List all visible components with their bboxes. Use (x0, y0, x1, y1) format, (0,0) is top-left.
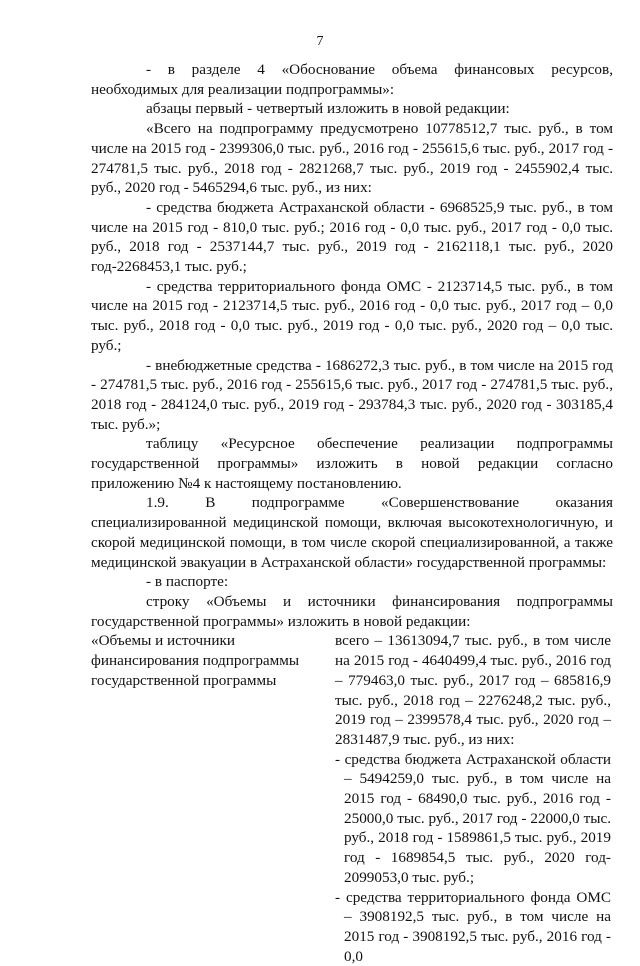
paragraph-section-4: - в разделе 4 «Обоснование объема финансовых ресурсов, необходимых для реализации подпрограммы»: (91, 61, 613, 98)
paragraph-1-9: 1.9. В подпрограмме «Совершенствование оказания специализированной медицинской помощи, включая высокотехнологичную, и скорой медицинской помощи, в том числе скорой специализированной, а также медицинской эвакуации в Астраханской области» государственной программы: (91, 494, 613, 571)
document-body (91, 60, 613, 966)
table-left-cell (91, 631, 326, 966)
table-right-cell (335, 631, 611, 966)
paragraph-oms: - средства территориального фонда ОМС - 2123714,5 тыс. руб., в том числе на 2015 год - 2123714,5 тыс. руб., 2016 год - 0,0 тыс. руб., 2017 год – 0,0 тыс. руб., 2018 год - 0,0 тыс. руб., 2019 год - 0,0 тыс. руб., 2020 год – 0,0 тыс. руб.; (91, 277, 613, 354)
paragraph-row: строку «Объемы и источники финансирования подпрограммы государственной программы» изложить в новой редакции: (91, 592, 613, 630)
paragraph-table: таблицу «Ресурсное обеспечение реализации подпрограммы государственной программы» изложить в новой редакции согласно приложению №4 к настоящему постановлению. (91, 435, 613, 492)
paragraph-passport: - в паспорте: (146, 573, 229, 591)
passport-row-table (91, 631, 613, 966)
table-right-total: всего – 13613094,7 тыс. руб., в том числе на 2015 год - 4640499,4 тыс. руб., 2016 год – 779463,0 тыс. руб., 2017 год – 685816,9 тыс. руб., 2018 год – 2276248,2 тыс. руб., 2019 год – 2399578,4 тыс. руб., 2020 год – 2831487,9 тыс. руб., из них: (335, 632, 611, 748)
paragraph-total: «Всего на подпрограмму предусмотрено 10778512,7 тыс. руб., в том числе на 2015 год - 2399306,0 тыс. руб., 2016 год - 255615,6 тыс. руб., 2017 год - 274781,5 тыс. руб., 2018 год - 2821268,7 тыс. руб., 2019 год - 2455902,4 тыс. руб., 2020 год - 5465294,6 тыс. руб., из них: (91, 120, 613, 197)
table-left-text: «Объемы и источники финансирования подпрограммы государственной программы (91, 632, 300, 689)
page-number: 7 (316, 34, 324, 49)
table-right-budget: - средства бюджета Астраханской области – 5494259,0 тыс. руб., в том числе на 2015 год - 68490,0 тыс. руб., 2016 год - 25000,0 тыс. руб., 2017 год - 22000,0 тыс. руб., 2018 год - 1589861,5 тыс. руб., 2019 год - 1689854,5 тыс. руб., 2020 год- 2099053,0 тыс. руб.; (335, 750, 611, 886)
paragraph-abzacy: абзацы первый - четвертый изложить в новой редакции: (146, 100, 510, 118)
table-right-oms: - средства территориального фонда ОМС – 3908192,5 тыс. руб., в том числе на 2015 год - 3908192,5 тыс. руб., 2016 год - 0,0 (335, 888, 611, 965)
paragraph-budget: - средства бюджета Астраханской области - 6968525,9 тыс. руб., в том числе на 2015 год - 810,0 тыс. руб.; 2016 год - 0,0 тыс. руб., 2017 год - 0,0 тыс. руб., 2018 год - 2537144,7 тыс. руб., 2019 год - 2162118,1 тыс. руб., 2020 год-2268453,1 тыс. руб.; (91, 198, 613, 276)
paragraph-extrabudget: - внебюджетные средства - 1686272,3 тыс. руб., в том числе на 2015 год - 274781,5 тыс. руб., 2016 год - 255615,6 тыс. руб., 2017 год - 274781,5 тыс. руб., 2018 год - 284124,0 тыс. руб., 2019 год - 293784,3 тыс. руб., 2020 год - 303185,4 тыс. руб.»; (91, 356, 613, 433)
